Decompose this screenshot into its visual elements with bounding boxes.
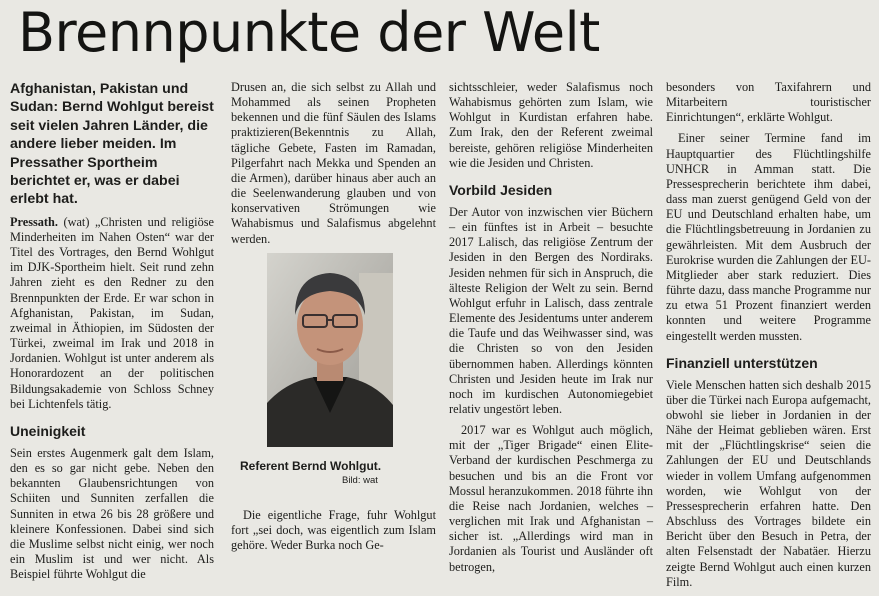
column-2-bottom: [231, 508, 436, 553]
paragraph: Sein erstes Augenmerk galt dem Islam, den es so gar nicht gebe. Neben den bekannten Glaubensrichtungen von Schiiten und Sunniten zerfallen die Sunniten in etwa 26 bis 28 größere und kleinere Konfessionen. Dabei sind sich die Muslime selbst nicht einig, wer noch ein Muslim ist und wer nicht. Als Beispiel führte Wohlgut die: [10, 445, 214, 582]
paragraph: Der Autor von inzwischen vier Büchern – ein fünftes ist in Arbeit – besuchte 2017 Lalisch, das religiöse Zentrum der Jesiden in den Bergen des Nordiraks. Jesiden nehmen für sich in Anspruch, die älteste Religion der Welt zu sein. Bernd Wohlgut erfuhr in Lalisch, dass zentrale Elemente des Jesidentums unter anderem die Taufe und das Weihwasser sind, was die Christen so von den Jesiden übernommen haben. Allerdings könnten Christen und Jesiden heute im Irak nur noch im kurdischen Autonomiegebiet relativ ungestört leben.: [449, 204, 653, 416]
subheading-finanziell-unterstuetzen: Finanziell unterstützen: [666, 354, 818, 371]
column-1: [10, 80, 214, 588]
subheading-uneinigkeit: Uneinigkeit: [10, 422, 86, 439]
intro-paragraph: [10, 215, 214, 412]
photo-credit: Bild: wat: [342, 475, 378, 486]
paragraph: besonders von Taxifahrern und Mitarbeitern touristischer Einrichtungen“, erklärte Wohlgut.: [666, 80, 871, 125]
paragraph: Einer seiner Termine fand im Hauptquartier des Flüchtlingshilfe UNHCR in Amman statt. Die Pressesprecherin berichtete ihm dabei, dass man zuerst genügend Geld von der EU und Deutschland erhalten habe, um die Flüchtlingsbetreuung in Jordanien zu gewährleisten. Mit dem Ausbruch der Eurokrise wurden die Zahlungen der EU-Mitglieder aber stark reduziert. Dies führte dazu, dass manche Programme nur zu etwa 51 Prozent finanziert werden konnten und weitere Programme eingestellt werden mussten.: [666, 131, 871, 343]
paragraph: Drusen an, die sich selbst zu Allah und Mohammed als seinen Propheten bekennen und die fünf Säulen des Islams praktizieren(Bekenntnis zu Allah, tägliche Gebete, Fasten im Ramadan, Pilgerfahrt nach Mekka und Spenden an die Armen), darüber hinaus aber auch an die Seelenwanderung glauben und von konservativen Strömungen wie Wahabismus und Salafismus abgelehnt werden.: [231, 80, 436, 246]
photo-caption: Referent Bernd Wohlgut.: [240, 459, 382, 473]
portrait-image: [267, 253, 393, 447]
portrait-photo: [267, 253, 393, 447]
paragraph: sichtsschleier, weder Salafismus noch Wahabismus gehörten zum Islam, wie Wohlgut in Kurdistan erfahren habe. Zum Irak, den der Referent zweimal bereiste, gehören religiöse Minderheiten wie die Jesiden und Christen.: [449, 80, 653, 170]
column-4: [666, 80, 871, 596]
paragraph: Die eigentliche Frage, fuhr Wohlgut fort „sei doch, was eigentlich zum Islam gehöre. Weder Burka noch Ge-: [231, 508, 436, 553]
headline: Brennpunkte der Welt: [18, 1, 600, 64]
subheading-vorbild-jesiden: Vorbild Jesiden: [449, 181, 553, 198]
intro-text: (wat) „Christen und religiöse Minderheiten im Nahen Osten“ war der Titel des Vortrages, den Bernd Wohlgut im DJK-Sportheim hielt. Seit rund zehn Jahren zieht es den Redner zu den Brennpunkten der Erde. Er war schon in Afghanistan, Pakistan, im Sudan, zweimal in Äthiopien, im Südosten der Türkei, zweimal im Irak und 2018 in Jordanien. Wohlgut ist unter anderem als Honorardozent an der politischen Bildungsakademie von Schloss Schney bei Lichtenfels tätig.: [10, 214, 214, 411]
lead-text: Afghanistan, Pakistan und Sudan: Bernd Wohlgut bereist seit vielen Jahren Länder, die andere lieber meiden. Im Pressather Sportheim berichtet er, was er dabei erlebt hat.: [10, 81, 214, 208]
column-3: [449, 80, 653, 581]
column-2: [231, 80, 436, 253]
paragraph: Viele Menschen hatten sich deshalb 2015 über die Türkei nach Europa aufgemacht, obwohl sie lieber in Jordanien in der Nähe der Heimat geblieben wären. Erst mit der „Flüchtlingskrise“ seien die Zahlungen der EU und Deutschlands wieder in vollem Umfang aufgenommen worden, wie Wohlgut von der Pressesprecherin erfahren hatte. Den Abschluss des Vortrages bildete ein Bericht über den Besuch in Petra, der alten Felsenstadt der Nabatäer. Hierzu zeigte Bernd Wohlgut auch einen kurzen Film.: [666, 377, 871, 589]
dateline: Pressath.: [10, 214, 58, 229]
paragraph: 2017 war es Wohlgut auch möglich, mit der „Tiger Brigade“ einen Elite-Verband der kurdischen Peschmerga zu besuchen und bis an die Front vor Mossul heranzukommen. 2018 führte ihn die Reise nach Jordanien, welches – verglichen mit Irak und Afghanistan – sicher ist. „Allerdings wird man in Jordanien als Tourist und Ausländer oft betrogen,: [449, 423, 653, 574]
